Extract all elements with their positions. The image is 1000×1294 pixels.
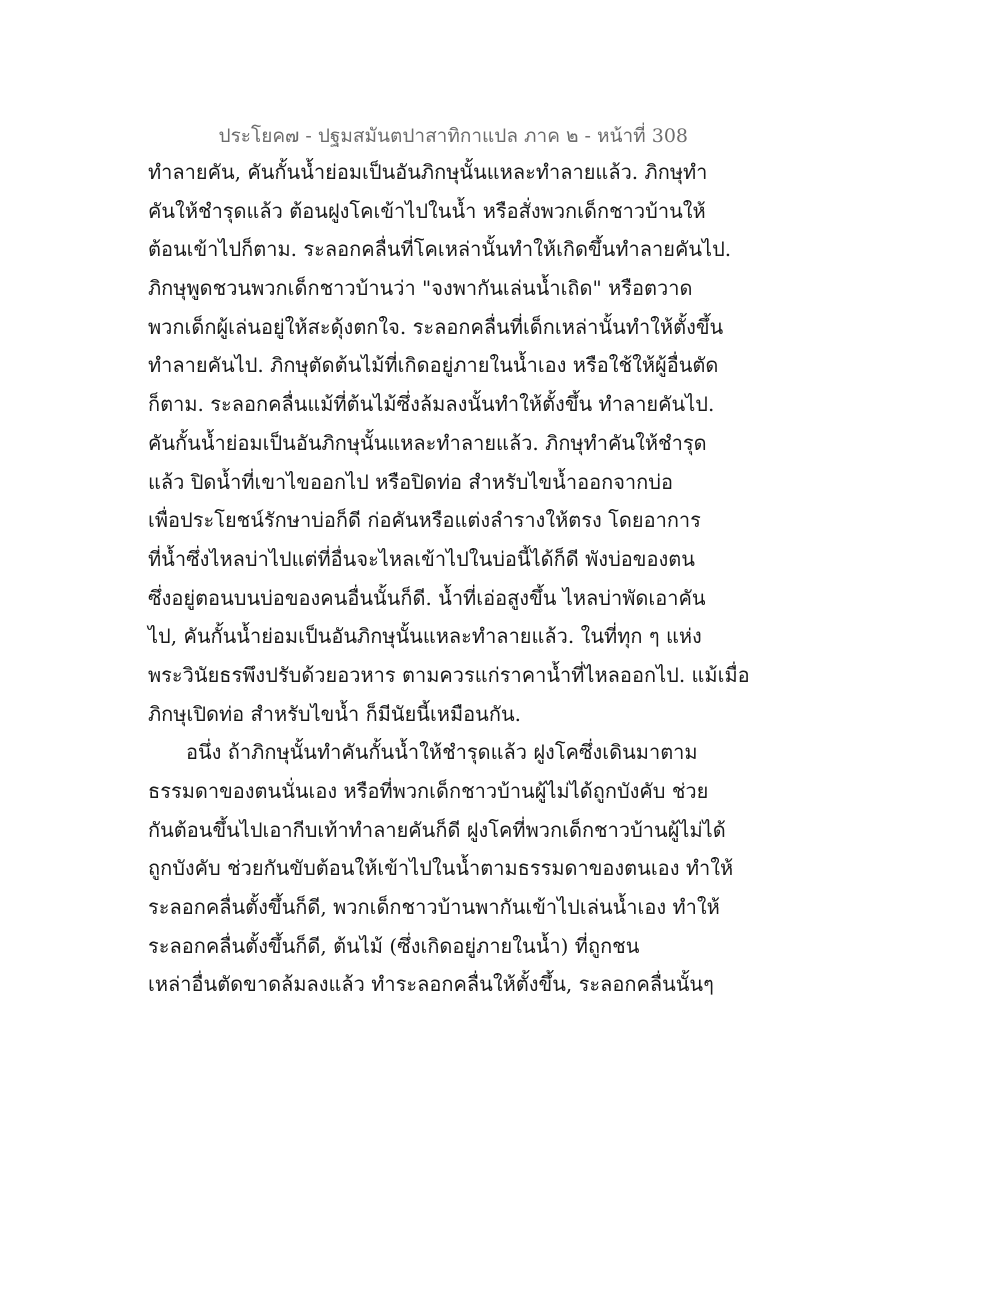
- page-header: ประโยค๗ - ปฐมสมันตปาสาทิกาแปล ภาค ๒ - หน้าที่ 308: [218, 125, 688, 147]
- text-line: ทำลายคัน, คันกั้นน้ำย่อมเป็นอันภิกษุนั้นแหละทำลายแล้ว. ภิกษุทำ: [148, 160, 708, 184]
- text-line: คันกั้นน้ำย่อมเป็นอันภิกษุนั้นแหละทำลายแล้ว. ภิกษุทำคันให้ชำรุด: [148, 430, 707, 455]
- text-line: ทำลายคันไป. ภิกษุตัดต้นไม้ที่เกิดอยู่ภายในน้ำเอง หรือใช้ให้ผู้อื่นตัด: [148, 353, 719, 378]
- text-line: คันให้ชำรุดแล้ว ต้อนฝูงโคเข้าไปในน้ำ หรือสั่งพวกเด็กชาวบ้านให้: [148, 198, 706, 223]
- text-line: ก็ตาม. ระลอกคลื่นแม้ที่ต้นไม้ซึ่งล้มลงนั้นทำให้ตั้งขึ้น ทำลายคันไป.: [148, 392, 715, 417]
- body-text: [148, 153, 750, 1004]
- text-line: พวกเด็กผู้เล่นอยู่ให้สะดุ้งตกใจ. ระลอกคลื่นที่เด็กเหล่านั้นทำให้ตั้งขึ้น: [148, 314, 724, 339]
- text-line: ระลอกคลื่นตั้งขึ้นก็ดี, พวกเด็กชาวบ้านพากันเข้าไปเล่นน้ำเอง ทำให้: [148, 895, 720, 920]
- text-line: ไป, คันกั้นน้ำย่อมเป็นอันภิกษุนั้นแหละทำลายแล้ว. ในที่ทุก ๆ แห่ง: [148, 624, 702, 649]
- text-line: ภิกษุเปิดท่อ สำหรับไขน้ำ ก็มีนัยนี้เหมือนกัน.: [148, 701, 521, 726]
- text-line: ที่น้ำซึ่งไหลบ่าไปแต่ที่อื่นจะไหลเข้าไปในบ่อนี้ได้ก็ดี พังบ่อของตน: [148, 546, 695, 571]
- text-line: เหล่าอื่นตัดขาดล้มลงแล้ว ทำระลอกคลื่นให้ตั้งขึ้น, ระลอกคลื่นนั้นๆ: [148, 972, 714, 997]
- text-line: ธรรมดาของตนนั่นเอง หรือที่พวกเด็กชาวบ้านผู้ไม่ได้ถูกบังคับ ช่วย: [148, 779, 709, 803]
- text-line: กันต้อนขึ้นไปเอากีบเท้าทำลายคันก็ดี ฝูงโคที่พวกเด็กชาวบ้านผู้ไม่ได้: [148, 817, 726, 842]
- text-line: ระลอกคลื่นตั้งขึ้นก็ดี, ต้นไม้ (ซึ่งเกิดอยู่ภายในน้ำ) ที่ถูกชน: [148, 933, 640, 958]
- text-line: ซึ่งอยู่ตอนบนบ่อของคนอื่นนั้นก็ดี. น้ำที่เอ่อสูงขึ้น ไหลบ่าพัดเอาคัน: [148, 585, 706, 610]
- text-line: แล้ว ปิดน้ำที่เขาไขออกไป หรือปิดท่อ สำหรับไขน้ำออกจากบ่อ: [148, 469, 673, 494]
- text-line: ภิกษุพูดชวนพวกเด็กชาวบ้านว่า "จงพากันเล่นน้ำเถิด" หรือตวาด: [148, 276, 693, 301]
- text-line: ต้อนเข้าไปก็ตาม. ระลอกคลื่นที่โคเหล่านั้นทำให้เกิดขึ้นทำลายคันไป.: [148, 237, 732, 262]
- text-line: พระวินัยธรพึงปรับด้วยอวหาร ตามควรแก่ราคาน้ำที่ไหลออกไป. แม้เมื่อ: [148, 662, 750, 687]
- text-line: ถูกบังคับ ช่วยกันขับต้อนให้เข้าไปในน้ำตามธรรมดาของตนเอง ทำให้: [148, 856, 734, 881]
- text-line: เพื่อประโยชน์รักษาบ่อก็ดี ก่อคันหรือแต่งลำรางให้ตรง โดยอาการ: [148, 508, 701, 533]
- paragraph-start-line: อนึ่ง ถ้าภิกษุนั้นทำคันกั้นน้ำให้ชำรุดแล้ว ฝูงโคซึ่งเดินมาตาม: [186, 740, 698, 765]
